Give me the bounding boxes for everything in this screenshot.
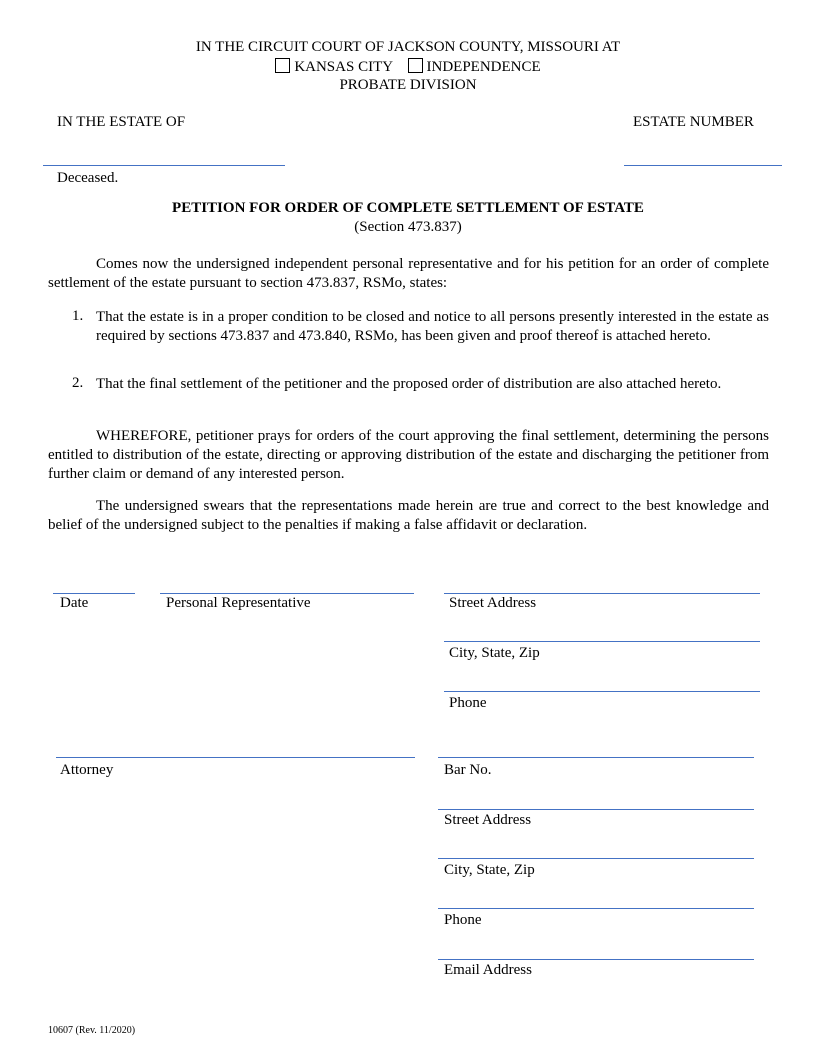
form-number: 10607 (Rev. 11/2020)	[48, 1025, 136, 1036]
date-label: Date	[60, 595, 89, 611]
rep-city-state-zip-label: City, State, Zip	[449, 645, 540, 661]
attorney-email-field[interactable]	[438, 959, 754, 960]
probate-division: PROBATE DIVISION	[339, 77, 477, 93]
attorney-street-address-field[interactable]	[438, 809, 754, 810]
intro-paragraph: Comes now the undersigned independent personal representative and for his petition for an order of complete settlement of the estate pursuant to section 473.837, RSMo, states:	[48, 256, 769, 291]
item-text-2: That the final settlement of the petitioner and the proposed order of distribution are also attached hereto.	[96, 376, 722, 392]
attorney-city-state-zip-field[interactable]	[438, 858, 754, 859]
estate-of-label: IN THE ESTATE OF	[57, 114, 186, 130]
statute-reference: (Section 473.837)	[354, 219, 462, 235]
oath-paragraph: The undersigned swears that the representations made herein are true and correct to the best knowledge and belief of the undersigned subject to the penalties if making a false affidavit or declaration.	[48, 498, 769, 533]
rep-street-address-label: Street Address	[449, 595, 537, 611]
independence-checkbox[interactable]	[408, 58, 423, 73]
item-text-1: That the estate is in a proper condition to be closed and notice to all persons presently interested in the estate as required by sections 473.837 and 473.840, RSMo, has been given and proof thereof is attached hereto.	[96, 309, 769, 344]
kansas-city-checkbox[interactable]	[275, 58, 290, 73]
kansas-city-label: KANSAS CITY	[294, 59, 393, 75]
court-location-options	[0, 58, 816, 76]
court-header-line1: IN THE CIRCUIT COURT OF JACKSON COUNTY, MISSOURI AT	[195, 39, 621, 55]
attorney-signature-field[interactable]	[56, 757, 415, 758]
bar-number-label: Bar No.	[444, 762, 492, 778]
attorney-street-address-label: Street Address	[444, 812, 532, 828]
rep-phone-field[interactable]	[444, 691, 760, 692]
attorney-city-state-zip-label: City, State, Zip	[444, 862, 535, 878]
estate-number-field[interactable]	[624, 165, 782, 166]
personal-representative-signature-field[interactable]	[160, 593, 414, 594]
attorney-email-label: Email Address	[444, 962, 532, 978]
item-number-2: 2.	[72, 375, 84, 391]
personal-representative-label: Personal Representative	[166, 595, 311, 611]
rep-street-address-field[interactable]	[444, 593, 760, 594]
rep-city-state-zip-field[interactable]	[444, 641, 760, 642]
estate-number-label: ESTATE NUMBER	[633, 114, 754, 130]
bar-number-field[interactable]	[438, 757, 754, 758]
rep-phone-label: Phone	[449, 695, 487, 711]
attorney-phone-field[interactable]	[438, 908, 754, 909]
item-number-1: 1.	[72, 308, 84, 324]
deceased-label: Deceased.	[57, 170, 119, 186]
attorney-phone-label: Phone	[444, 912, 482, 928]
independence-label: INDEPENDENCE	[426, 59, 541, 75]
estate-name-field[interactable]	[43, 165, 285, 166]
date-field[interactable]	[53, 593, 135, 594]
wherefore-paragraph: WHEREFORE, petitioner prays for orders of the court approving the final settlement, determining the persons entitled to distribution of the estate, directing or approving distribution of the estate and discharging the petitioner from further claim or demand of any interested person.	[48, 428, 769, 482]
attorney-label: Attorney	[60, 762, 114, 778]
petition-title: PETITION FOR ORDER OF COMPLETE SETTLEMENT OF ESTATE	[172, 200, 644, 216]
